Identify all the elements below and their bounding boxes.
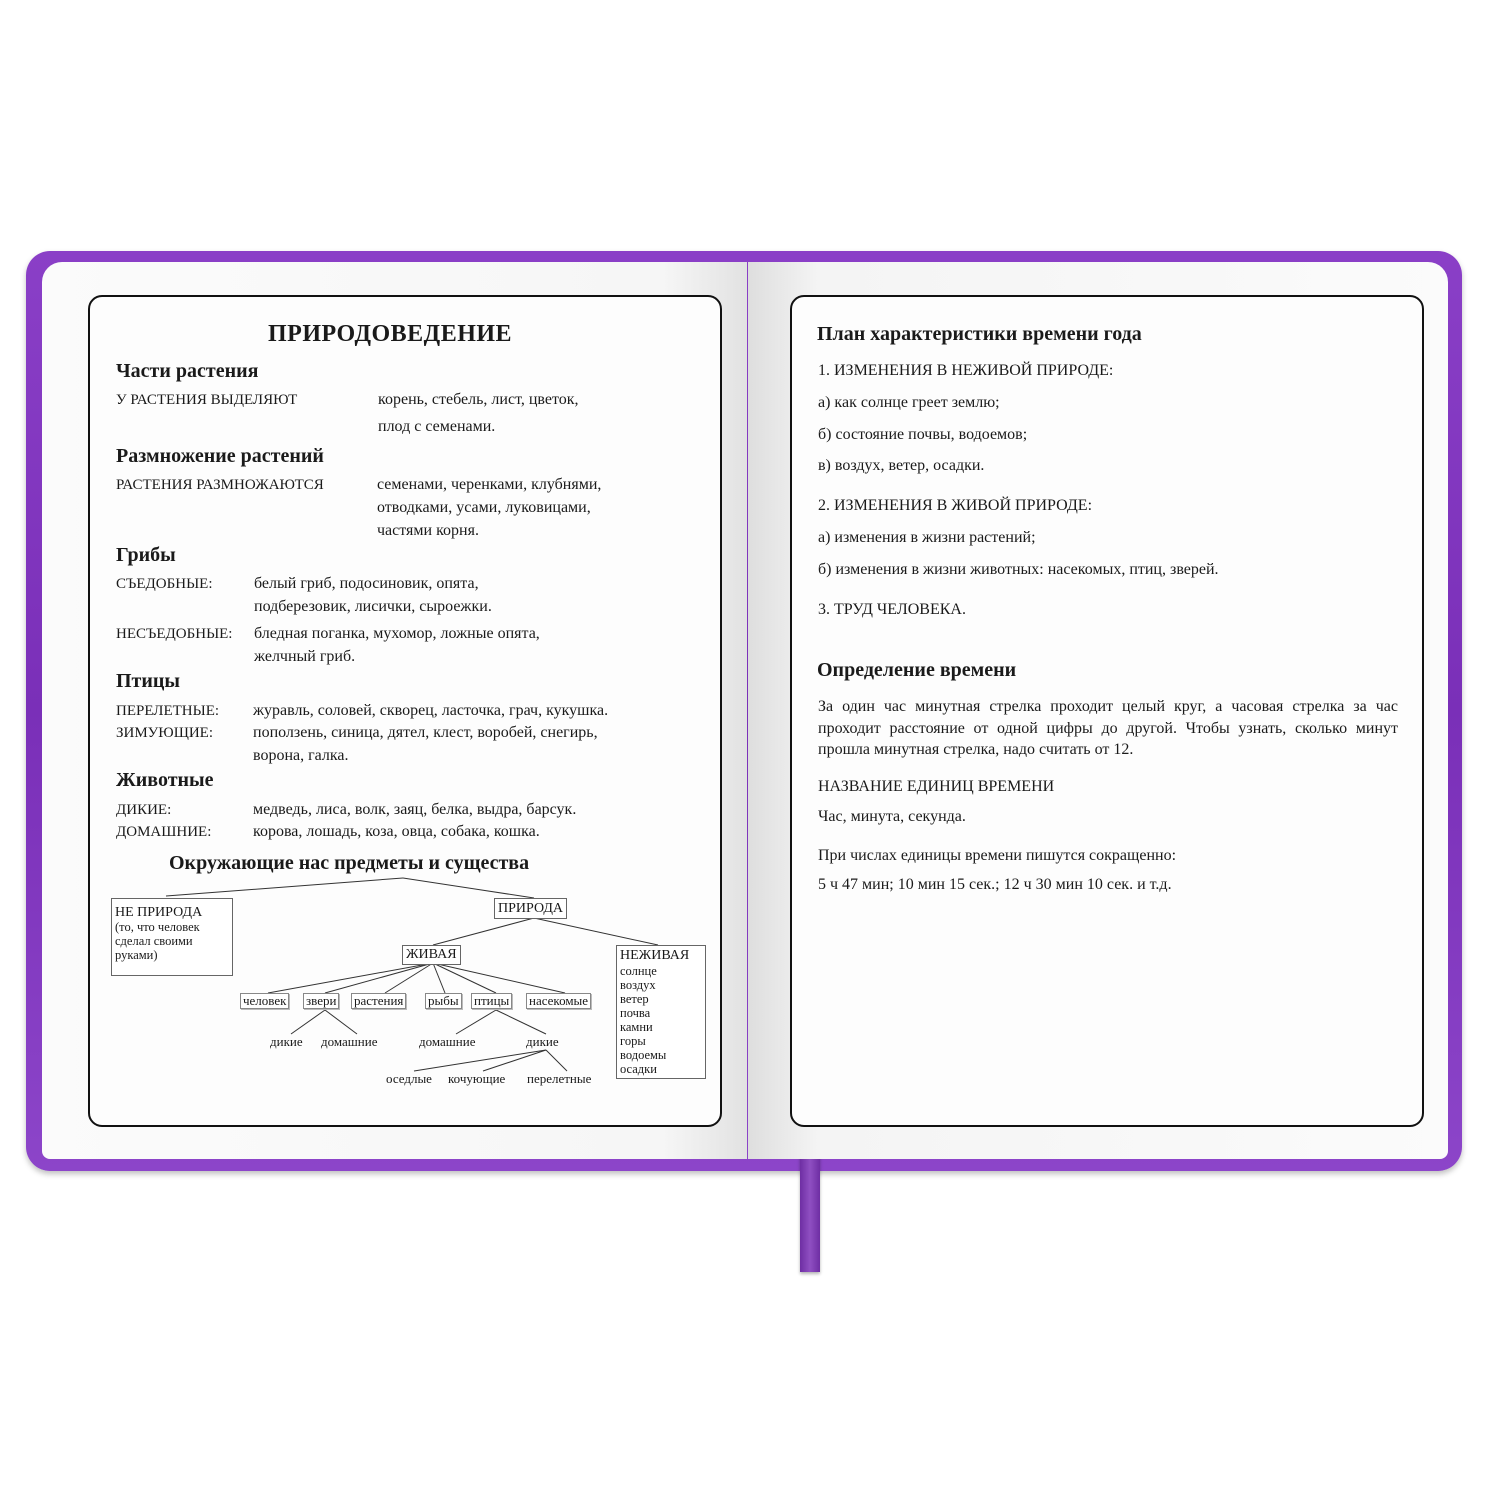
section-heading-fungi: Грибы — [116, 544, 176, 566]
fungi-inedible-label: НЕСЪЕДОБНЫЕ: — [116, 626, 233, 642]
wild-migratory: перелетные — [527, 1071, 592, 1086]
birds-wintering-label: ЗИМУЮЩИЕ: — [116, 725, 214, 741]
nonliving-label: НЕЖИВАЯ — [620, 948, 690, 963]
fungi-inedible-line-2: желчный гриб. — [254, 648, 356, 665]
nonliving-item: почва — [620, 1006, 651, 1020]
reproduction-label: РАСТЕНИЯ РАЗМНОЖАЮТСЯ — [116, 477, 324, 493]
plan-item-1: 1. ИЗМЕНЕНИЯ В НЕЖИВОЙ ПРИРОДЕ: — [818, 362, 1114, 379]
nonliving-item: горы — [620, 1034, 646, 1048]
reproduction-line-2: отводками, усами, луковицами, — [377, 499, 591, 516]
plan-item-3: 3. ТРУД ЧЕЛОВЕКА. — [818, 601, 966, 618]
living-item-fish: рыбы — [425, 993, 462, 1009]
section-heading-birds: Птицы — [116, 670, 181, 692]
not-nature-note-1: (то, что человек — [115, 920, 200, 934]
birds-migratory-list: журавль, соловей, скворец, ласточка, грач, кукушка. — [253, 702, 609, 719]
living-box: ЖИВАЯ — [402, 945, 461, 965]
fungi-edible-line-2: подберезовик, лисички, сыроежки. — [254, 598, 492, 615]
fungi-edible-line-1: белый гриб, подосиновик, опята, — [254, 575, 479, 592]
not-nature-box — [111, 898, 233, 976]
birds-migratory-label: ПЕРЕЛЕТНЫЕ: — [116, 703, 220, 719]
living-item-insects: насекомые — [526, 993, 591, 1009]
nature-box: ПРИРОДА — [494, 898, 567, 919]
fungi-edible-label: СЪЕДОБНЫЕ: — [116, 576, 213, 592]
wild-nomadic: кочующие — [448, 1071, 506, 1086]
not-nature-note-2: сделал своими — [115, 934, 193, 948]
animals-domestic-list: корова, лошадь, коза, овца, собака, кошка. — [253, 823, 540, 840]
plan-item-1c: в) воздух, ветер, осадки. — [818, 457, 985, 474]
abbr-example: 5 ч 47 мин; 10 мин 15 сек.; 12 ч 30 мин 10 сек. и т.д. — [818, 876, 1172, 893]
plan-item-2: 2. ИЗМЕНЕНИЯ В ЖИВОЙ ПРИРОДЕ: — [818, 497, 1093, 514]
time-paragraph: За один час минутная стрелка проходит целый круг, а часовая стрелка за час проходит расстояние от одной цифры до другой. Чтобы узнать, сколько минут прошла минутная стрелка, надо считать от 12. — [818, 698, 1398, 758]
plan-item-1b: б) состояние почвы, водоемов; — [818, 426, 1028, 443]
animals-domestic-label: ДОМАШНИЕ: — [116, 824, 212, 840]
nonliving-item: осадки — [620, 1062, 657, 1076]
animals-wild-label: ДИКИЕ: — [116, 802, 172, 818]
parts-label: У РАСТЕНИЯ ВЫДЕЛЯЮТ — [116, 392, 298, 408]
nonliving-item: воздух — [620, 978, 656, 992]
plan-heading: План характеристики времени года — [817, 323, 1142, 345]
birds-domestic: домашние — [419, 1034, 476, 1049]
page-title: ПРИРОДОВЕДЕНИЕ — [268, 321, 513, 347]
animals-wild-list: медведь, лиса, волк, заяц, белка, выдра, барсук. — [253, 801, 577, 818]
plan-item-2b: б) изменения в жизни животных: насекомых, птиц, зверей. — [818, 561, 1219, 578]
fungi-inedible-line-1: бледная поганка, мухомор, ложные опята, — [254, 625, 540, 642]
birds-wintering-line-1: поползень, синица, дятел, клест, воробей, снегирь, — [253, 724, 598, 741]
section-heading-parts: Части растения — [116, 360, 259, 382]
wild-sedentary: оседлые — [386, 1071, 432, 1086]
reproduction-line-1: семенами, черенками, клубнями, — [377, 476, 602, 493]
birds-wild: дикие — [526, 1034, 559, 1049]
abbr-note: При числах единицы времени пишутся сокращенно: — [818, 847, 1177, 864]
plan-item-2a: а) изменения в жизни растений; — [818, 529, 1036, 546]
units-heading: НАЗВАНИЕ ЕДИНИЦ ВРЕМЕНИ — [818, 778, 1055, 795]
living-item-plants: растения — [351, 993, 406, 1009]
reproduction-line-3: частями корня. — [377, 522, 479, 539]
not-nature-note-3: руками) — [115, 948, 158, 962]
not-nature-label: НЕ ПРИРОДА — [115, 905, 203, 920]
section-heading-reproduction: Размножение растений — [116, 445, 324, 467]
nonliving-item: ветер — [620, 992, 649, 1006]
time-heading: Определение времени — [817, 659, 1017, 681]
nonliving-box — [616, 945, 706, 1079]
birds-wintering-line-2: ворона, галка. — [253, 747, 349, 764]
living-item-birds: птицы — [471, 993, 512, 1009]
parts-line-1: корень, стебель, лист, цветок, — [378, 391, 579, 408]
bookmark-ribbon — [800, 1150, 820, 1272]
units-list: Час, минута, секунда. — [818, 808, 966, 825]
section-heading-animals: Животные — [116, 769, 214, 791]
plan-item-1a: а) как солнце греет землю; — [818, 394, 1000, 411]
beasts-domestic: домашние — [321, 1034, 378, 1049]
living-item-beasts: звери — [303, 993, 339, 1009]
nonliving-item: солнце — [620, 964, 657, 978]
parts-line-2: плод с семенами. — [378, 418, 496, 435]
nonliving-item: камни — [620, 1020, 653, 1034]
nonliving-item: водоемы — [620, 1048, 667, 1062]
living-item-human: человек — [240, 993, 289, 1009]
diagram-heading: Окружающие нас предметы и существа — [169, 852, 530, 874]
beasts-wild: дикие — [270, 1034, 303, 1049]
